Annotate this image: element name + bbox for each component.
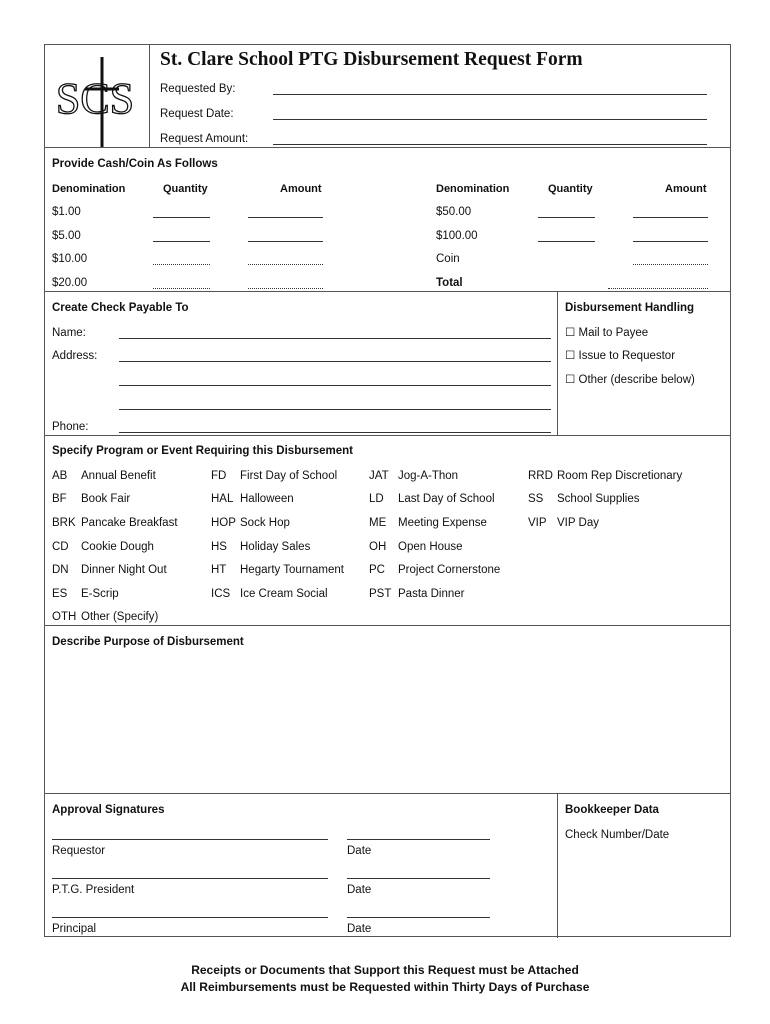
bookkeeper-heading: Bookkeeper Data	[565, 804, 659, 816]
program-code: FD	[211, 470, 227, 482]
approval-heading: Approval Signatures	[52, 804, 165, 816]
president-label: P.T.G. President	[52, 884, 135, 896]
phone-label: Phone:	[52, 421, 89, 433]
program-name: Pasta Dinner	[398, 588, 465, 600]
program-name: Sock Hop	[240, 517, 290, 529]
handling-heading: Disbursement Handling	[565, 302, 695, 314]
program-name: Halloween	[240, 493, 294, 505]
mail-to-payee-checkbox[interactable]: ☐ Mail to Payee	[565, 327, 649, 339]
principal-signature-line[interactable]	[52, 917, 328, 918]
program-name: Dinner Night Out	[81, 564, 167, 576]
denom-1: $1.00	[52, 206, 81, 218]
divider	[45, 291, 730, 292]
request-amount-label: Request Amount:	[160, 133, 249, 145]
program-code: SS	[528, 493, 544, 505]
name-label: Name:	[52, 327, 86, 339]
program-name: Room Rep Discretionary	[557, 470, 683, 482]
divider	[45, 435, 730, 436]
check-heading: Create Check Payable To	[52, 302, 189, 314]
program-name: Ice Cream Social	[240, 588, 328, 600]
col-quantity-right: Quantity	[548, 183, 593, 195]
page-title: St. Clare School PTG Disbursement Request Form	[160, 49, 583, 70]
address-line-2[interactable]	[119, 385, 551, 386]
amt-total[interactable]	[608, 288, 708, 289]
program-code: HOP	[211, 517, 236, 529]
address-line-1[interactable]	[119, 361, 551, 362]
issue-to-requestor-checkbox[interactable]: ☐ Issue to Requestor	[565, 350, 676, 362]
president-date-label: Date	[347, 884, 372, 896]
amt-coin[interactable]	[633, 264, 708, 265]
program-code: RRD	[528, 470, 553, 482]
check-number-label: Check Number/Date	[565, 829, 670, 841]
program-name: Annual Benefit	[81, 470, 156, 482]
col-amount-left: Amount	[280, 183, 322, 195]
program-code: VIP	[528, 517, 547, 529]
purpose-area[interactable]	[52, 653, 722, 793]
amt-20[interactable]	[248, 288, 323, 289]
divider	[45, 793, 730, 794]
program-code: DN	[52, 564, 69, 576]
denom-20: $20.00	[52, 277, 88, 289]
requestor-label: Requestor	[52, 845, 106, 857]
request-date-label: Request Date:	[160, 108, 234, 120]
address-label: Address:	[52, 350, 98, 362]
total-label: Total	[436, 277, 463, 289]
principal-date-line[interactable]	[347, 917, 490, 918]
program-name: Hegarty Tournament	[240, 564, 344, 576]
other-checkbox[interactable]: ☐ Other (describe below)	[565, 374, 695, 386]
principal-label: Principal	[52, 923, 97, 935]
program-name: Jog-A-Thon	[398, 470, 459, 482]
program-name: Holiday Sales	[240, 541, 311, 553]
amt-1[interactable]	[248, 217, 323, 218]
president-signature-line[interactable]	[52, 878, 328, 879]
program-code: HS	[211, 541, 227, 553]
qty-1[interactable]	[153, 217, 210, 218]
divider-vertical	[557, 793, 558, 938]
program-name: VIP Day	[557, 517, 599, 529]
denom-5: $5.00	[52, 230, 81, 242]
logo-text: SCS	[55, 74, 135, 123]
program-heading: Specify Program or Event Requiring this Disbursement	[52, 445, 353, 457]
program-name: Last Day of School	[398, 493, 495, 505]
program-name: Open House	[398, 541, 463, 553]
program-name: Meeting Expense	[398, 517, 487, 529]
program-code: CD	[52, 541, 69, 553]
cash-heading: Provide Cash/Coin As Follows	[52, 158, 218, 170]
footer-line-1: Receipts or Documents that Support this Request must be Attached	[191, 963, 579, 977]
divider-vertical	[557, 291, 558, 435]
header-divider	[149, 45, 150, 147]
amt-5[interactable]	[248, 241, 323, 242]
program-code: JAT	[369, 470, 389, 482]
address-line-3[interactable]	[119, 409, 551, 410]
col-denomination-left: Denomination	[52, 183, 126, 195]
program-name: Project Cornerstone	[398, 564, 501, 576]
president-date-line[interactable]	[347, 878, 490, 879]
program-name: Other (Specify)	[81, 611, 159, 623]
program-name: Book Fair	[81, 493, 131, 505]
footer-line-2: All Reimbursements must be Requested within Thirty Days of Purchase	[180, 980, 590, 994]
program-code: ICS	[211, 588, 231, 600]
form-frame	[44, 44, 731, 937]
amt-100[interactable]	[633, 241, 708, 242]
program-code: LD	[369, 493, 384, 505]
request-date-line[interactable]	[273, 119, 707, 120]
program-code: BRK	[52, 517, 76, 529]
qty-20[interactable]	[153, 288, 210, 289]
program-code: AB	[52, 470, 68, 482]
denom-50: $50.00	[436, 206, 472, 218]
requestor-date-line[interactable]	[347, 839, 490, 840]
divider	[45, 147, 730, 148]
program-code: OTH	[52, 611, 77, 623]
qty-50[interactable]	[538, 217, 595, 218]
program-code: HAL	[211, 493, 234, 505]
qty-5[interactable]	[153, 241, 210, 242]
request-amount-line[interactable]	[273, 144, 707, 145]
requestor-signature-line[interactable]	[52, 839, 328, 840]
denom-100: $100.00	[436, 230, 478, 242]
requestor-date-label: Date	[347, 845, 372, 857]
requested-by-line[interactable]	[273, 94, 707, 95]
program-name: School Supplies	[557, 493, 640, 505]
denom-10: $10.00	[52, 253, 88, 265]
col-amount-right: Amount	[665, 183, 707, 195]
amt-10[interactable]	[248, 264, 323, 265]
program-code: ES	[52, 588, 68, 600]
program-code: BF	[52, 493, 67, 505]
program-name: Pancake Breakfast	[81, 517, 178, 529]
program-code: HT	[211, 564, 227, 576]
program-code: PST	[369, 588, 392, 600]
program-code: OH	[369, 541, 387, 553]
denom-coin: Coin	[436, 253, 460, 265]
principal-date-label: Date	[347, 923, 372, 935]
col-quantity-left: Quantity	[163, 183, 208, 195]
program-name: First Day of School	[240, 470, 338, 482]
program-name: Cookie Dough	[81, 541, 154, 553]
purpose-heading: Describe Purpose of Disbursement	[52, 636, 244, 648]
amt-50[interactable]	[633, 217, 708, 218]
program-code: ME	[369, 517, 387, 529]
col-denomination-right: Denomination	[436, 183, 510, 195]
school-logo	[55, 51, 135, 149]
qty-10[interactable]	[153, 264, 210, 265]
phone-line[interactable]	[119, 432, 551, 433]
program-code: PC	[369, 564, 385, 576]
divider	[45, 625, 730, 626]
name-line[interactable]	[119, 338, 551, 339]
qty-100[interactable]	[538, 241, 595, 242]
program-name: E-Scrip	[81, 588, 119, 600]
requested-by-label: Requested By:	[160, 83, 236, 95]
